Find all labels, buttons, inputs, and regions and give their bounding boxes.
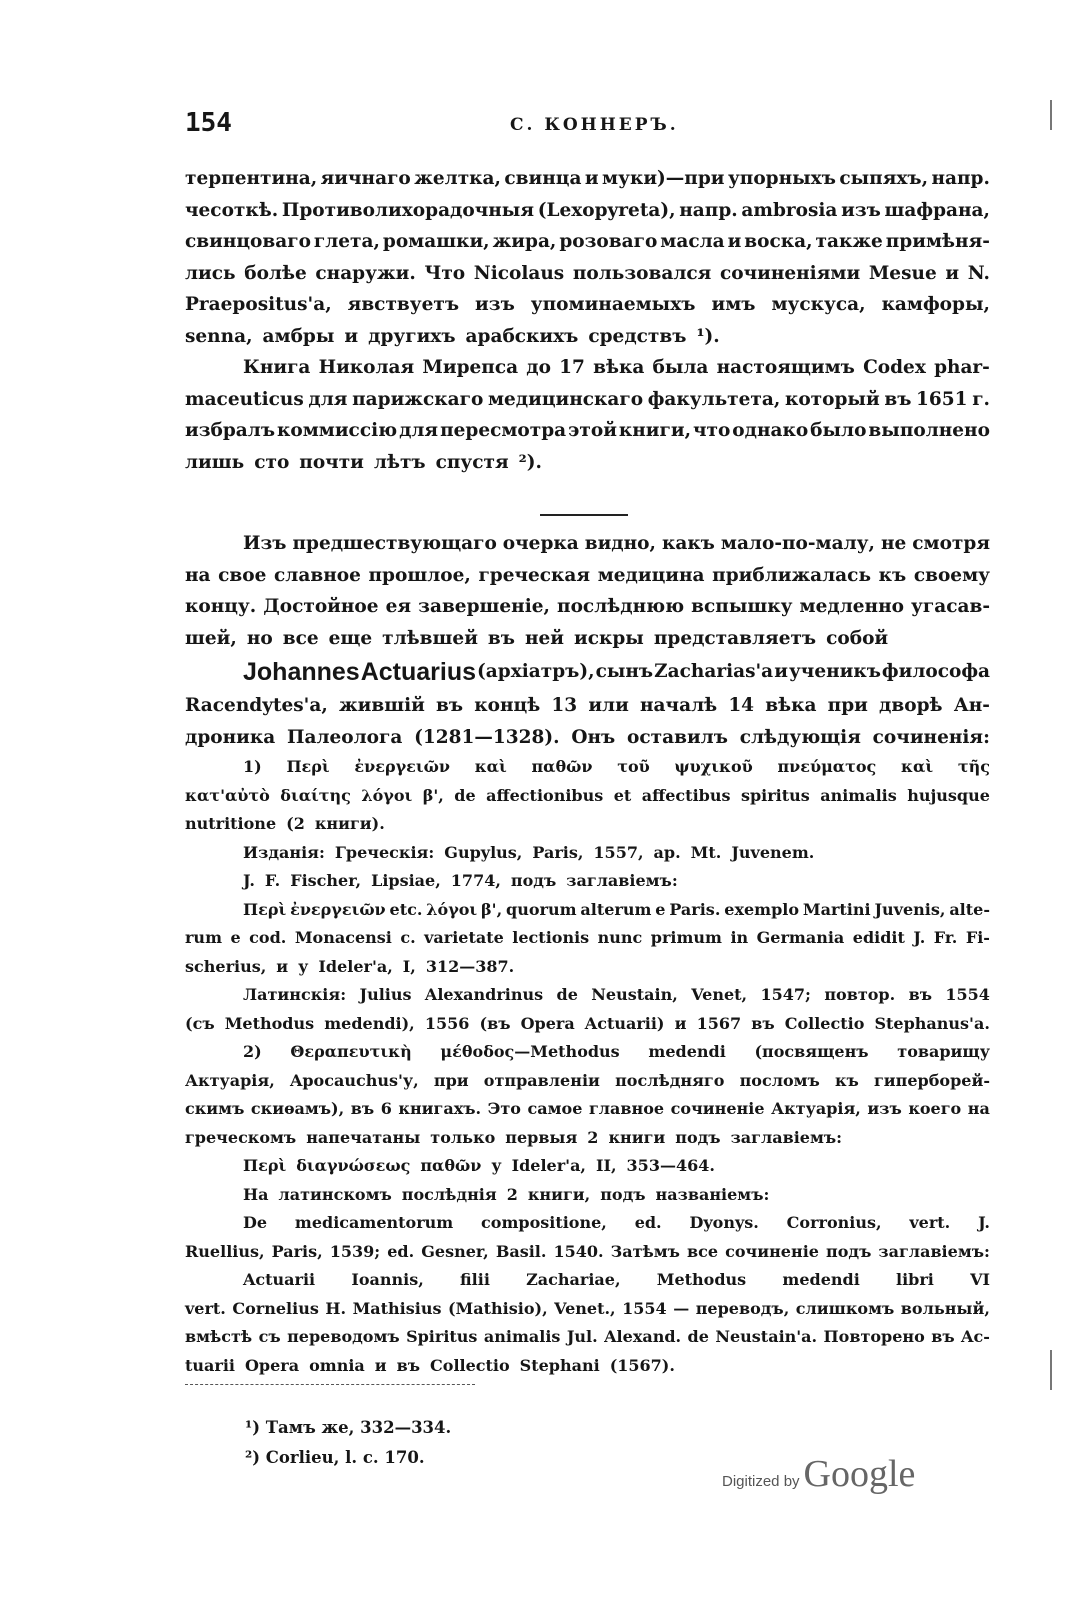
text-line: tuarii Opera omnia и въ Collectio Stephani (1567). [185, 1355, 675, 1375]
text-line: чесоткѣ. Противолихорадочныя (Lexopyreta), напр. ambrosia изъ шафрана, [185, 199, 990, 221]
footnote-2: ²) Corlieu, l. c. 170. [245, 1448, 425, 1467]
text-line: Актуарія, Apocauchus'у, при отправленіи послѣдняго посломъ къ гиперборей- [185, 1070, 990, 1090]
text-line: Praepositus'а, явствуетъ изъ упоминаемыхъ имъ мускуса, камфоры, [185, 294, 990, 315]
watermark-small-text: Digitized by [722, 1473, 800, 1490]
text-line: 1) Περὶ ἐνεργειῶν καὶ παθῶν τοῦ ψυχικοῦ πνεύματος καὶ τῆς [243, 757, 990, 776]
text-line: лишь сто почти лѣтъ спустя ²). [185, 451, 542, 473]
text-line: На латинскомъ послѣднія 2 книги, подъ названіемъ: [243, 1184, 770, 1204]
text-line: De medicamentorum compositione, ed. Dyonys. Corronius, vert. J. [243, 1213, 990, 1232]
text-line: Изданія: Греческія: Gupylus, Paris, 1557, ap. Mt. Juvenem. [243, 842, 815, 862]
paragraph [185, 654, 990, 753]
section-divider [540, 514, 628, 516]
text-line: scherius, и у Ideler'а, I, 312—387. [185, 956, 515, 976]
text-line: 2) Θεραπευτικὴ μέθοδος—Methodus medendi (посвященъ товарищу [243, 1042, 990, 1061]
paragraph [185, 352, 990, 478]
text-line: vert. Cornelius H. Mathisius (Mathisio), Venet., 1554 — переводъ, слишкомъ вольный, [185, 1298, 990, 1318]
text-line: Actuarii Ioannis, filii Zachariae, Methodus medendi libri VI [243, 1270, 990, 1289]
footnote-rule [185, 1384, 475, 1385]
text-line: Johannes Actuarius (архіатръ), сынъ Zacharias'а и ученикъ философа [243, 658, 990, 686]
running-head: С. КОННЕРЪ. [510, 115, 679, 135]
text-line: вмѣстѣ съ переводомъ Spiritus animalis Jul. Alexand. de Neustain'а. Повторено въ Ac- [185, 1327, 990, 1346]
text-line: шей, но все еще тлѣвшей въ ней искры представляетъ собой [185, 627, 889, 649]
text-line: терпентина, яичнаго желтка, свинца и муки)—при упорныхъ сыпяхъ, напр. [185, 168, 990, 189]
text-body [185, 163, 990, 1380]
text-line: Книга Николая Мирепса до 17 вѣка была настоящимъ Codex phar- [243, 357, 990, 378]
text-line: избралъ коммиссію для пересмотра этой книги, что однако было выполнено [185, 420, 990, 441]
paragraph [185, 528, 990, 654]
footnote-1: ¹) Тамъ же, 332—334. [245, 1418, 452, 1437]
text-line: лись болѣе снаружи. Что Nicolaus пользовался сочиненіями Mesue и N. [185, 262, 990, 284]
text-line: senna, амбры и другихъ арабскихъ средствъ ¹). [185, 325, 720, 347]
paragraph [185, 163, 990, 352]
text-line: nutritione (2 книги). [185, 814, 385, 833]
text-line: скимъ скиѳамъ), въ 6 книгахъ. Это самое главное сочиненіе Актуарія, изъ коего на [185, 1099, 990, 1118]
text-line: J. F. Fischer, Lipsiae, 1774, подъ заглавіемъ: [243, 871, 678, 890]
footnotes [245, 1413, 451, 1473]
text-line: maceuticus для парижскаго медицинскаго факультета, который въ 1651 г. [185, 388, 990, 410]
text-line: Изъ предшествующаго очерка видно, какъ мало-по-малу, не смотря [243, 533, 990, 554]
text-line: κατ'αὐτὸ διαίτης λόγοι β', de affectionibus et affectibus spiritus animalis hujusque [185, 785, 990, 805]
paragraph [185, 753, 990, 1380]
page-number: 154 [185, 108, 232, 138]
text-line: Латинскія: Julius Alexandrinus de Neustain, Venet, 1547; повтор. въ 1554 [243, 985, 990, 1004]
text-line: концу. Достойное ея завершеніе, послѣднюю вспышку медленно угасав- [185, 596, 990, 617]
text-line: на свое славное прошлое, греческая медицина приближалась къ своему [185, 564, 990, 586]
page-header [185, 108, 985, 148]
text-line: свинцоваго глета, ромашки, жира, розоваго масла и воска, также примѣня- [185, 231, 990, 252]
text-line: Ruellius, Paris, 1539; ed. Gesner, Basil. 1540. Затѣмъ все сочиненіе подъ заглавіемъ: [185, 1241, 990, 1261]
text-line: дроника Палеолога (1281—1328). Онъ оставилъ слѣдующія сочиненія: [185, 726, 990, 748]
text-line: Racendytes'а, жившій въ концѣ 13 или началѣ 14 вѣка при дворѣ Ан- [185, 695, 990, 716]
text-line: Περὶ διαγνώσεως παθῶν у Ideler'а, II, 353—464. [243, 1156, 715, 1175]
text-line: Περὶ ἐνεργειῶν etc. λόγοι β', quorum alterum e Paris. exemplo Martini Juvenis, alte- [243, 899, 990, 919]
digitized-watermark [722, 1452, 915, 1496]
scan-edge-mark [1050, 100, 1052, 130]
text-line: rum e cod. Monacensi c. varietate lectionis nunc primum in Germania edidit J. Fr. Fi- [185, 928, 990, 947]
scan-edge-mark [1050, 1350, 1052, 1390]
google-logo-text: Google [803, 1453, 916, 1495]
text-line: (съ Methodus medendi), 1556 (въ Opera Actuarii) и 1567 въ Collectio Stephanus'а. [185, 1013, 990, 1033]
text-line: греческомъ напечатаны только первыя 2 книги подъ заглавіемъ: [185, 1127, 843, 1147]
